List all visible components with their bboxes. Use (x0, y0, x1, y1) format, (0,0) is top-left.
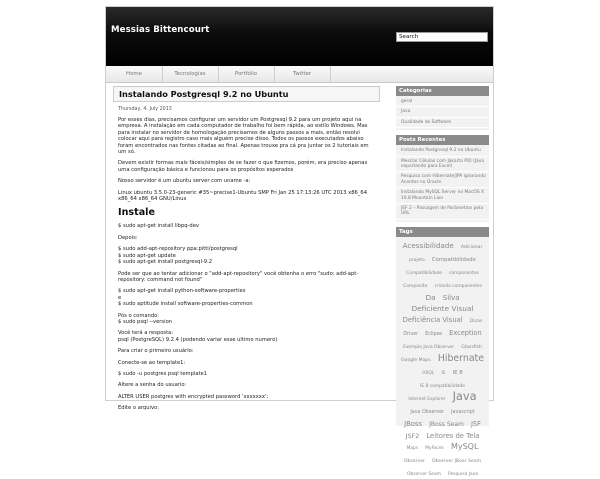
site-header (106, 7, 493, 66)
tag-link[interactable]: Da (425, 292, 436, 302)
section-heading: Instale (118, 207, 155, 219)
tag-link[interactable]: IE 8 compatibilidade (420, 383, 465, 389)
tag-link[interactable]: IE 8 (452, 369, 463, 376)
tag-cloud (396, 237, 489, 477)
tag-link[interactable]: IE (441, 370, 446, 376)
nav-item-tecnologias[interactable]: Tecnologias (162, 66, 219, 82)
nav-item-twitter[interactable]: Twitter (274, 66, 331, 82)
tag-link[interactable]: Glassfish (461, 344, 482, 350)
tag-link[interactable]: Internet Explorer (408, 396, 446, 402)
nav-item-portfolio[interactable]: Portfólio (218, 66, 275, 82)
recent-posts-list (396, 145, 489, 222)
tag-link[interactable]: Composite (402, 283, 428, 289)
categories-list (396, 96, 489, 130)
step-line: $ sudo apt-get install python-software-properties e $ sudo aptitude install software-properties-common (118, 288, 253, 308)
step-line: Pode ser que ao tentar adicionar o "add-apt-repository" você obtenha o erro "sudo: add-apt-repository: command not found" (118, 270, 359, 283)
post-paragraph: Por esses dias, precisamos configurar um servidor um Postgresql 9.2 para um projeto aqui na empresa. A instalação em cada computador de trabalho foi bem rápida, ao estilo Windows. Mas para instalar no servidor de homologação precisamos de alguns passos a mais, então resolvi colocar aqui para registro caso mais alguém precise disso. Todos os passos executados abaixo foram encontrados nas fontes citadas ao final. Apenas trouxe pra cá pra juntar os 2 tutoriais em um só. (118, 117, 369, 156)
step-line: $ sudo add-apt-repository ppa:pitti/postgresql $ sudo apt-get update $ sudo apt-get install postgresql-9.2 (118, 246, 238, 266)
tag-link[interactable]: JSF (470, 419, 481, 428)
nav-item-home[interactable]: Home (106, 66, 163, 82)
tag-link[interactable]: Pesquisa Java (448, 471, 478, 477)
tag-link[interactable]: HSQL (422, 370, 435, 376)
post-title[interactable]: Instalando Postgresql 9.2 no Ubuntu (113, 86, 380, 102)
site-title[interactable]: Messias Bittencourt (111, 25, 210, 35)
post-body (118, 117, 376, 412)
tag-link[interactable]: Exception (449, 328, 482, 337)
tag-link[interactable]: Hibernate (437, 352, 485, 364)
step-line: ALTER USER postgres with encrypted password 'xxxxxxx'; (118, 393, 269, 400)
category-link[interactable]: Qualidade de Software (396, 118, 489, 128)
tag-link[interactable]: criando componentes (434, 283, 483, 289)
tag-link[interactable]: Deficiente Visual (411, 303, 474, 313)
tag-link[interactable]: Java (452, 388, 477, 403)
step-line: $ sudo apt-get install libpq-dev (118, 223, 199, 230)
sidebar (396, 86, 489, 477)
tag-link[interactable]: MySQL (450, 441, 479, 451)
step-line: Você terá a resposta: psql (PostgreSQL) 9.2.4 (podendo variar esse ultimo numero) (118, 330, 278, 343)
recent-post-link[interactable]: Instalando Postgresql 9.2 no Ubuntu (396, 146, 489, 156)
post-date: Thursday, 4. July 2013 (118, 107, 172, 112)
recent-post-link[interactable]: JSF 2 – Passagem de Parâmetros pela URL (396, 204, 489, 220)
step-line: Altere a senha do usuario: (118, 382, 187, 389)
tag-link[interactable]: Maps (406, 445, 419, 451)
step-line: Edite o arquivo: (118, 405, 159, 412)
main-nav (106, 66, 493, 83)
tag-link[interactable]: Compatibilidade (406, 270, 442, 276)
tag-link[interactable]: Dicas (469, 318, 483, 324)
tag-link[interactable]: Java Observer (410, 409, 445, 415)
tag-link[interactable]: Adicionar (460, 244, 483, 250)
post-paragraph: Nosso servidor é um ubuntu server com uname -a: (118, 178, 251, 185)
tag-link[interactable]: Compatibilidade (431, 256, 476, 263)
post-paragraph: Linux ubuntu 3.5.0-23-generic #35~precise1-Ubuntu SMP Fri Jan 25 17:13:26 UTC 2013 x86_64 x86_64 x86_64 GNU/Linux (118, 189, 367, 203)
step-line: Para criar o primeiro usuário: (118, 348, 194, 355)
search-input[interactable]: Search (396, 32, 488, 42)
categories-title: Categorias (396, 86, 489, 96)
tag-link[interactable]: Observer JBoss Seam (432, 458, 482, 464)
tag-link[interactable]: MyFaces (425, 445, 444, 451)
step-line: Conecte-se ao template1: (118, 359, 186, 366)
tag-link[interactable]: Eclipse (425, 331, 443, 337)
tag-link[interactable]: JBoss (404, 419, 423, 428)
recent-posts-title: Posts Recentes (396, 135, 489, 145)
tag-link[interactable]: Driver (403, 331, 419, 337)
tag-link[interactable]: Deficiência Visual (402, 315, 463, 324)
recent-post-link[interactable]: Instalando MySQL Server no MacOS X 10.8 Mountain Lion (396, 188, 489, 204)
step-line: Pós o comando: $ sudo psql --version (118, 312, 173, 325)
tag-link[interactable]: Acessibilidade (402, 240, 454, 250)
tag-link[interactable]: JBoss Seam (429, 420, 464, 428)
step-line: $ sudo -u postgres psql template1 (118, 370, 208, 377)
tag-link[interactable]: Observer (403, 458, 425, 464)
tag-link[interactable]: Exemplo Java Observer (403, 344, 455, 350)
tag-link[interactable]: projeto (409, 257, 425, 263)
tag-link[interactable]: Silva (442, 293, 460, 302)
category-link[interactable]: Java (396, 107, 489, 117)
main-content (113, 86, 380, 412)
recent-post-link[interactable]: Mesclar Células com Jakarta POI (Java exportando para Excel) (396, 157, 489, 173)
tag-link[interactable]: JSF2 (405, 431, 420, 440)
tag-link[interactable]: Google Maps (400, 357, 431, 363)
page-container (106, 7, 493, 477)
step-line: Depois: (118, 234, 138, 241)
tags-title: Tags (396, 227, 489, 237)
post-paragraph: Devem existir formas mais fáceis/simples de se fazer o que fizemos, porém, era preciso apenas uma configuração básica e funcionou para os propósitos esperados (118, 160, 368, 173)
recent-post-link[interactable]: Pesquisa com Hibernate/JPA ignorando Acentos no Oracle (396, 172, 489, 188)
category-link[interactable]: geral (396, 97, 489, 107)
tag-link[interactable]: Observer Seam (406, 471, 441, 477)
tag-link[interactable]: componentes (449, 270, 479, 276)
tag-link[interactable]: Leitores de Tela (426, 431, 480, 440)
tag-link[interactable]: Javascript (451, 409, 475, 415)
